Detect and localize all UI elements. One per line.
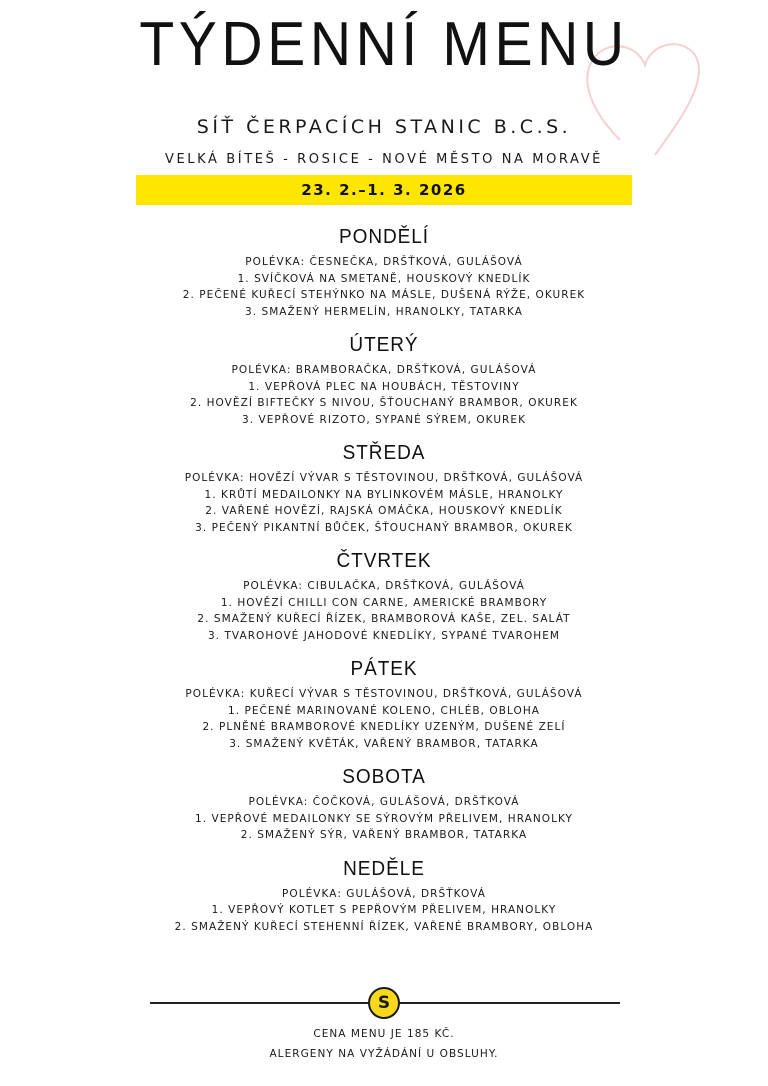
menu-item: 1. HOVĚZÍ CHILLI CON CARNE, AMERICKÉ BRAMBORY (220, 596, 548, 609)
day-heading: PONDĚLÍ (338, 226, 430, 248)
menu-item: 3. SMAŽENÝ HERMELÍN, HRANOLKY, TATARKA (244, 305, 524, 318)
company-subtitle: SÍŤ ČERPACÍCH STANIC B.C.S. (196, 116, 572, 138)
locations-line: VELKÁ BÍTEŠ - ROSICE - NOVÉ MĚSTO NA MORAVĚ (164, 152, 603, 167)
menu-item: 1. SVÍČKOVÁ NA SMETANĚ, HOUSKOVÝ KNEDLÍK (237, 272, 531, 285)
day-section-tuesday (0, 330, 768, 428)
day-heading: PÁTEK (350, 658, 418, 680)
menu-item: POLÉVKA: GULÁŠOVÁ, DRŠŤKOVÁ (282, 887, 486, 900)
page-title: TÝDENNÍ MENU (139, 10, 629, 79)
day-section-sunday (0, 854, 768, 936)
menu-item: POLÉVKA: BRAMBORAČKA, DRŠŤKOVÁ, GULÁŠOVÁ (231, 364, 537, 376)
menu-item: 1. KRŮTÍ MEDAILONKY NA BYLINKOVÉM MÁSLE, HRANOLKY (204, 488, 564, 501)
menu-item: 1. VEPŘOVÉ MEDAILONKY SE SÝROVÝM PŘELIVEM, HRANOLKY (194, 812, 573, 825)
day-heading: ČTVRTEK (336, 550, 432, 572)
date-range-banner: 23. 2.–1. 3. 2026 (136, 175, 632, 205)
logo-letter: S (377, 993, 391, 1013)
menu-item: 1. VEPŘOVÁ PLEC NA HOUBÁCH, TĚSTOVINY (248, 380, 520, 393)
menu-item: 2. PEČENÉ KUŘECÍ STEHÝNKO NA MÁSLE, DUŠENÁ RÝŽE, OKUREK (182, 289, 586, 301)
day-section-wednesday (0, 438, 768, 536)
menu-item: POLÉVKA: ČOČKOVÁ, GULÁŠOVÁ, DRŠŤKOVÁ (248, 796, 520, 808)
day-heading: NEDĚLE (343, 857, 425, 880)
menu-item: 2. SMAŽENÝ SÝR, VAŘENÝ BRAMBOR, TATARKA (240, 829, 528, 841)
menu-item: 1. PEČENÉ MARINOVANÉ KOLENO, CHLÉB, OBLOHA (227, 704, 541, 717)
menu-item: POLÉVKA: HOVĚZÍ VÝVAR S TĚSTOVINOU, DRŠŤKOVÁ, GULÁŠOVÁ (184, 472, 584, 484)
menu-item: 2. PLNĚNÉ BRAMBOROVÉ KNEDLÍKY UZENÝM, DUŠENÉ ZELÍ (202, 721, 566, 733)
menu-item: 2. HOVĚZÍ BIFTEČKY S NIVOU, ŠŤOUCHANÝ BRAMBOR, OKUREK (190, 397, 578, 409)
menu-item: 3. TVAROHOVÉ JAHODOVÉ KNEDLÍKY, SYPANÉ TVAROHEM (207, 629, 561, 642)
station-logo-icon (368, 987, 400, 1019)
day-section-monday (0, 222, 768, 320)
weekly-menu (0, 222, 768, 945)
allergens-note: ALERGENY NA VYŽÁDÁNÍ U OBSLUHY. (269, 1048, 499, 1060)
menu-item: POLÉVKA: KUŘECÍ VÝVAR S TĚSTOVINOU, DRŠŤKOVÁ, GULÁŠOVÁ (185, 688, 583, 700)
day-section-saturday (0, 762, 768, 844)
menu-item: 2. VAŘENÉ HOVĚZÍ, RAJSKÁ OMÁČKA, HOUSKOVÝ KNEDLÍK (205, 505, 563, 517)
menu-item: POLÉVKA: CIBULAČKA, DRŠŤKOVÁ, GULÁŠOVÁ (243, 580, 525, 592)
menu-item: 2. SMAŽENÝ KUŘECÍ ŘÍZEK, BRAMBOROVÁ KAŠE, ZEL. SALÁT (197, 613, 571, 625)
menu-item: 3. PEČENÝ PIKANTNÍ BŮČEK, ŠŤOUCHANÝ BRAMBOR, OKUREK (195, 521, 573, 534)
day-section-thursday (0, 546, 768, 644)
menu-item: 1. VEPŘOVÝ KOTLET S PEPŘOVÝM PŘELIVEM, HRANOLKY (211, 904, 557, 916)
menu-item: 3. VEPŘOVÉ RIZOTO, SYPANÉ SÝREM, OKUREK (241, 413, 527, 426)
day-heading: SOBOTA (342, 766, 426, 788)
menu-item: 2. SMAŽENÝ KUŘECÍ STEHENNÍ ŘÍZEK, VAŘENÉ BRAMBORY, OBLOHA (174, 920, 594, 933)
menu-price: CENA MENU JE 185 KČ. (313, 1028, 455, 1040)
menu-item: 3. SMAŽENÝ KVĚTÁK, VAŘENÝ BRAMBOR, TATARKA (229, 737, 539, 750)
day-heading: STŘEDA (342, 442, 426, 464)
day-section-friday (0, 654, 768, 752)
day-heading: ÚTERÝ (349, 334, 419, 356)
menu-item: POLÉVKA: ČESNEČKA, DRŠŤKOVÁ, GULÁŠOVÁ (245, 256, 523, 268)
